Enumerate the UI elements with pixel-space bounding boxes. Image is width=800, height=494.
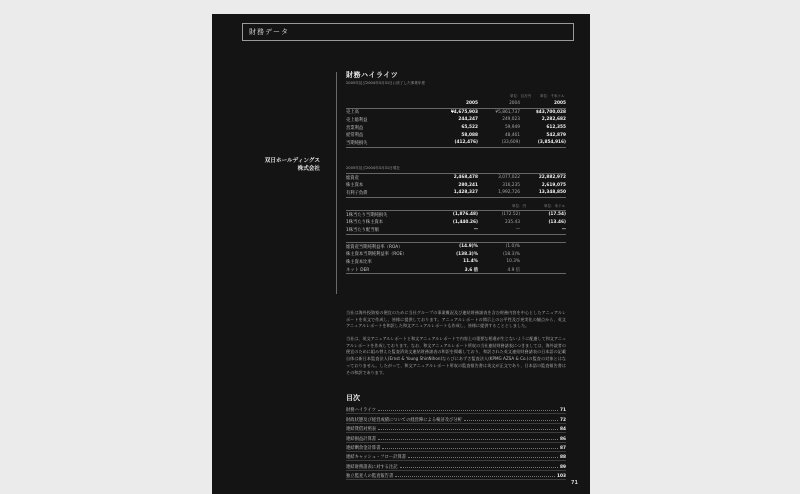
company-name-line1: 双日ホールディングス bbox=[264, 158, 320, 164]
ratio-table bbox=[346, 242, 566, 274]
value-2004: (33,609) bbox=[478, 139, 520, 147]
period-note: 2005年及び2004年3月31日に終了した事業年度 bbox=[346, 81, 426, 85]
value-usd: 612,355 bbox=[546, 125, 566, 131]
row-label: 1株当たり当期純損失 bbox=[346, 211, 442, 219]
toc-item[interactable] bbox=[346, 405, 566, 414]
balance-sheet-note: 2005年及び2004年3月31日現在 bbox=[346, 166, 400, 170]
value-usd: — bbox=[520, 226, 566, 234]
toc-item[interactable] bbox=[346, 414, 566, 423]
section-title: 財務データ bbox=[249, 28, 289, 36]
col-header-2005: 2005 bbox=[442, 100, 478, 108]
toc-label: 連結損益計算書 bbox=[346, 436, 377, 442]
toc-page: 84 bbox=[560, 427, 566, 433]
table-row bbox=[346, 219, 566, 227]
body-paragraph-1: 当社は海外投資家の便宜のために当社グループの事業概況及び連結財務諸表を含む財務内容を中心としたアニュアルレポートを英文で作成し、皆様に提供しております。アニュアルレポートの開示上の公平性及び充実化の観点から、英文アニュアルレポートを和訳した和文アニュアルレポートも作成し、皆様に提供することとしました。 bbox=[346, 310, 566, 329]
value-usd: 2,282,682 bbox=[541, 117, 566, 123]
row-label: ネット DER bbox=[346, 266, 442, 274]
value-usd: (17.54) bbox=[520, 211, 566, 219]
value-2004: 235.43 bbox=[504, 219, 520, 225]
toc-page: 72 bbox=[560, 417, 566, 423]
toc-item[interactable] bbox=[346, 471, 566, 480]
value-2005: 58,088 bbox=[461, 132, 478, 138]
section-header bbox=[242, 23, 574, 41]
toc-label: 連結貸借対照表 bbox=[346, 427, 377, 433]
col-header-2005-usd: 2005 bbox=[520, 100, 566, 108]
toc-leader bbox=[408, 457, 558, 458]
row-label: 総資産当期純利益率（ROA） bbox=[346, 243, 442, 251]
row-label: 1株当たり配当額 bbox=[346, 226, 442, 234]
row-label: 株主資本比率 bbox=[346, 259, 372, 265]
toc-item[interactable] bbox=[346, 433, 566, 442]
company-name-line2: 株式会社 bbox=[297, 166, 320, 172]
row-label: 有利子負債 bbox=[346, 189, 442, 197]
row-label: 売上総利益 bbox=[346, 117, 368, 123]
value-usd: 542,879 bbox=[546, 132, 566, 138]
row-label: 当期純損失 bbox=[346, 139, 442, 147]
value-usd: 13,348,850 bbox=[520, 189, 566, 197]
value-2004: 10.3% bbox=[506, 259, 520, 265]
value-2004: 1,992,726 bbox=[478, 189, 520, 197]
toc-label: 連結剰余金計算書 bbox=[346, 445, 381, 451]
row-label: 経常利益 bbox=[346, 133, 364, 139]
table-row bbox=[346, 266, 566, 274]
table-row bbox=[346, 124, 566, 132]
income-table bbox=[346, 100, 566, 148]
toc-item[interactable] bbox=[346, 424, 566, 433]
table-row bbox=[346, 251, 566, 259]
value-2005: 65,522 bbox=[461, 125, 478, 131]
value-2005: (412,476) bbox=[442, 139, 478, 147]
value-2004: 3,077,022 bbox=[478, 174, 520, 182]
value-2005: (138.3)% bbox=[456, 251, 478, 257]
value-2004: 316,235 bbox=[502, 182, 520, 188]
table-header-row bbox=[346, 100, 566, 108]
value-usd: $43,700,028 bbox=[535, 109, 566, 115]
row-label: 総資産 bbox=[346, 174, 442, 182]
toc-leader bbox=[382, 448, 558, 449]
toc-label: 独立監査人の監査報告書 bbox=[346, 474, 394, 480]
unit-label-usd-2: 単位：米ドル bbox=[544, 204, 565, 208]
table-row bbox=[346, 258, 566, 266]
toc-page: 87 bbox=[560, 445, 566, 451]
row-label: 営業利益 bbox=[346, 125, 364, 131]
body-paragraph-2: 当社は、英文アニュアルレポートと和文アニュアルレポートで内容上の重要な相違が生じないように配慮して和文アニュアルレポートを作成しております。なお、和文アニュアルレポート所収の当社連結財務諸表につきましては、海外読者の便宜のために組み替えた監査済英文連結財務諸表の和訳を掲載しており、和訳された英文連結財務諸表の日本語の記載自体は新日本監査法人(Ernst & Young ShinNihon)ならびにあずさ監査法人(KPMG AZSA & Co.)の監査の対象とはなっておりません。したがって、和文アニュアルレポート所収の監査報告書は英文が正文であり、日本語の監査報告書はその和訳であります。 bbox=[346, 336, 566, 375]
unit-label-yen: 単位：百万円 bbox=[510, 94, 531, 98]
row-label: 株主資本当期純利益率（ROE） bbox=[346, 252, 407, 258]
table-row bbox=[346, 108, 566, 116]
value-2005: 280,241 bbox=[458, 182, 478, 188]
value-2004: (172.52) bbox=[478, 211, 520, 219]
value-2005: (1,876.48) bbox=[442, 211, 478, 219]
toc-page: 88 bbox=[560, 455, 566, 461]
table-row bbox=[346, 211, 566, 219]
unit-label-yen-2: 単位：円 bbox=[512, 204, 526, 208]
value-2005: (14.9)% bbox=[442, 243, 478, 251]
toc-item[interactable] bbox=[346, 452, 566, 461]
value-2004: (18.3)% bbox=[502, 251, 520, 257]
toc-leader bbox=[378, 439, 558, 440]
table-row bbox=[346, 243, 566, 251]
toc-label: 連結財務諸表に対する注記 bbox=[346, 464, 398, 470]
toc-leader bbox=[464, 420, 558, 421]
value-2004: — bbox=[478, 226, 520, 234]
value-usd: 22,882,972 bbox=[520, 174, 566, 182]
value-2005: 11.4% bbox=[463, 259, 478, 265]
table-row bbox=[346, 189, 566, 197]
toc-page: 86 bbox=[560, 436, 566, 442]
toc-page: 103 bbox=[557, 474, 566, 480]
value-2005: ¥4,675,903 bbox=[450, 109, 478, 115]
value-2004: 249,023 bbox=[502, 117, 520, 123]
value-2004: ¥5,861,737 bbox=[495, 109, 520, 115]
toc-item[interactable] bbox=[346, 461, 566, 470]
toc-label: 財政状態及び経営成績についての経営陣による検討及び分析 bbox=[346, 417, 462, 423]
toc-page: 89 bbox=[560, 464, 566, 470]
toc-item[interactable] bbox=[346, 443, 566, 452]
col-header-2004: 2004 bbox=[478, 100, 520, 108]
row-label: 売上高 bbox=[346, 110, 359, 116]
toc-leader bbox=[395, 476, 555, 477]
document-page bbox=[212, 14, 590, 494]
table-row bbox=[346, 226, 566, 234]
table-row bbox=[346, 131, 566, 139]
toc-label: 財務ハイライツ bbox=[346, 408, 376, 414]
value-2005: 3.6 倍 bbox=[442, 266, 478, 274]
table-row bbox=[346, 174, 566, 182]
value-2005: (1,440.26) bbox=[452, 219, 478, 225]
table-row bbox=[346, 116, 566, 124]
unit-label-usd: 単位：千米ドル bbox=[540, 94, 565, 98]
table-of-contents bbox=[346, 405, 566, 480]
value-2004: 48,461 bbox=[504, 132, 520, 138]
value-2005: 244,247 bbox=[458, 117, 478, 123]
page-number: 71 bbox=[571, 480, 578, 486]
toc-leader bbox=[400, 467, 558, 468]
value-2004: 4.9 倍 bbox=[478, 266, 520, 274]
value-usd: (13.46) bbox=[548, 219, 566, 225]
table-row bbox=[346, 139, 566, 147]
value-2004: (1.0)% bbox=[478, 243, 520, 251]
value-usd: (3,854,916) bbox=[520, 139, 566, 147]
toc-leader bbox=[378, 429, 558, 430]
value-2005: 2,468,478 bbox=[442, 174, 478, 182]
toc-leader bbox=[378, 410, 558, 411]
value-2004: 59,949 bbox=[504, 125, 520, 131]
balance-table bbox=[346, 173, 566, 198]
table-row bbox=[346, 182, 566, 190]
toc-label: 連結キャッシュ・フロー計算書 bbox=[346, 455, 407, 461]
toc-page: 71 bbox=[560, 408, 566, 414]
row-label: 株主資本 bbox=[346, 183, 364, 189]
value-2005: 1,428,327 bbox=[442, 189, 478, 197]
row-label: 1株当たり株主資本 bbox=[346, 220, 384, 226]
highlights-title: 財務ハイライツ bbox=[346, 71, 399, 79]
value-usd: 2,619,075 bbox=[541, 182, 566, 188]
column-divider bbox=[336, 72, 337, 294]
value-2005: — bbox=[442, 226, 478, 234]
per-share-table bbox=[346, 210, 566, 235]
toc-title: 目次 bbox=[346, 394, 360, 402]
